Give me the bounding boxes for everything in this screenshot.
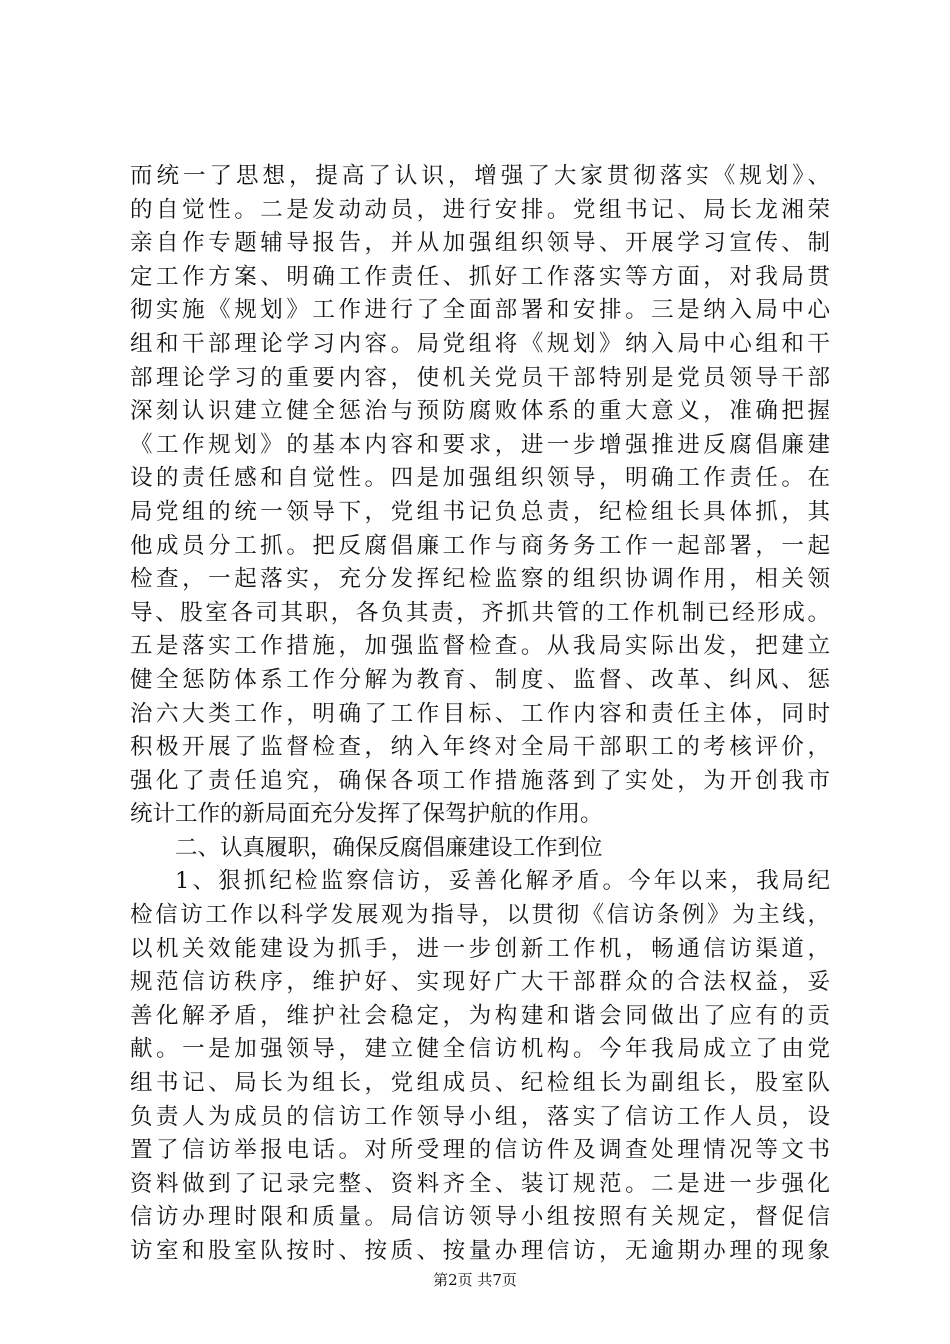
text-line: 积极开展了监督检查，纳入年终对全局干部职工的考核评价， (130, 734, 830, 761)
text-line: 检查，一起落实，充分发挥纪检监察的组织协调作用，相关领 (130, 566, 830, 593)
text-line: 导、股室各司其职，各负其责，齐抓共管的工作机制已经形成。 (130, 599, 830, 626)
text-line: 以机关效能建设为抓手，进一步创新工作机，畅通信访渠道， (130, 935, 830, 962)
text-line: 的自觉性。二是发动动员，进行安排。党组书记、局长龙湘荣 (130, 196, 830, 223)
text-line: 《工作规划》的基本内容和要求，进一步增强推进反腐倡廉建 (130, 431, 830, 458)
text-line: 检信访工作以科学发展观为指导，以贯彻《信访条例》为主线， (130, 902, 830, 929)
text-line: 统计工作的新局面充分发挥了保驾护航的作用。 (130, 801, 603, 828)
text-line: 组和干部理论学习内容。局党组将《规划》纳入局中心组和干 (130, 330, 830, 357)
text-line: 访室和股室队按时、按质、按量办理信访，无逾期办理的现象 (130, 1238, 830, 1264)
page-footer (0, 1270, 950, 1290)
text-line: 五是落实工作措施，加强监督检查。从我局实际出发，把建立 (130, 633, 830, 660)
text-line: 亲自作专题辅导报告，并从加强组织领导、开展学习宣传、制 (130, 230, 830, 257)
text-line: 设的责任感和自觉性。四是加强组织领导，明确工作责任。在 (130, 465, 830, 492)
text-line: 彻实施《规划》工作进行了全面部署和安排。三是纳入局中心 (130, 297, 830, 324)
text-line: 他成员分工抓。把反腐倡廉工作与商务务工作一起部署，一起 (130, 532, 830, 559)
text-line: 强化了责任追究，确保各项工作措施落到了实处，为开创我市 (130, 767, 830, 794)
text-line: 部理论学习的重要内容，使机关党员干部特别是党员领导干部 (130, 364, 830, 391)
text-line: 治六大类工作，明确了工作目标、工作内容和责任主体，同时 (130, 700, 830, 727)
text-line: 而统一了思想，提高了认识，增强了大家贯彻落实《规划》、 (130, 163, 830, 189)
section-heading: 二、认真履职，确保反腐倡廉建设工作到位 (175, 834, 603, 861)
text-line: 组书记、局长为组长，党组成员、纪检组长为副组长，股室队 (130, 1070, 830, 1097)
text-line: 定工作方案、明确工作责任、抓好工作落实等方面，对我局贯 (130, 263, 830, 290)
text-line: 局党组的统一领导下，党组书记负总责，纪检组长具体抓，其 (130, 498, 830, 525)
text-line: 深刻认识建立健全惩治与预防腐败体系的重大意义，准确把握 (130, 398, 830, 425)
document-body (130, 160, 830, 1269)
text-line: 资料做到了记录完整、资料齐全、装订规范。二是进一步强化 (130, 1170, 830, 1197)
text-line: 置了信访举报电话。对所受理的信访件及调查处理情况等文书 (130, 1137, 830, 1164)
page-number: 第2页 共7页 (433, 1271, 517, 1289)
text-line: 1、狠抓纪检监察信访，妥善化解矛盾。今年以来，我局纪 (175, 868, 830, 895)
text-line: 负责人为成员的信访工作领导小组，落实了信访工作人员，设 (130, 1103, 830, 1130)
text-line: 信访办理时限和质量。局信访领导小组按照有关规定，督促信 (130, 1204, 830, 1231)
text-line: 献。一是加强领导，建立健全信访机构。今年我局成立了由党 (130, 1036, 830, 1063)
text-line: 善化解矛盾，维护社会稳定，为构建和谐会同做出了应有的贡 (130, 1002, 830, 1029)
text-line: 规范信访秩序，维护好、实现好广大干部群众的合法权益，妥 (130, 969, 830, 996)
text-line: 健全惩防体系工作分解为教育、制度、监督、改革、纠风、惩 (130, 666, 830, 693)
